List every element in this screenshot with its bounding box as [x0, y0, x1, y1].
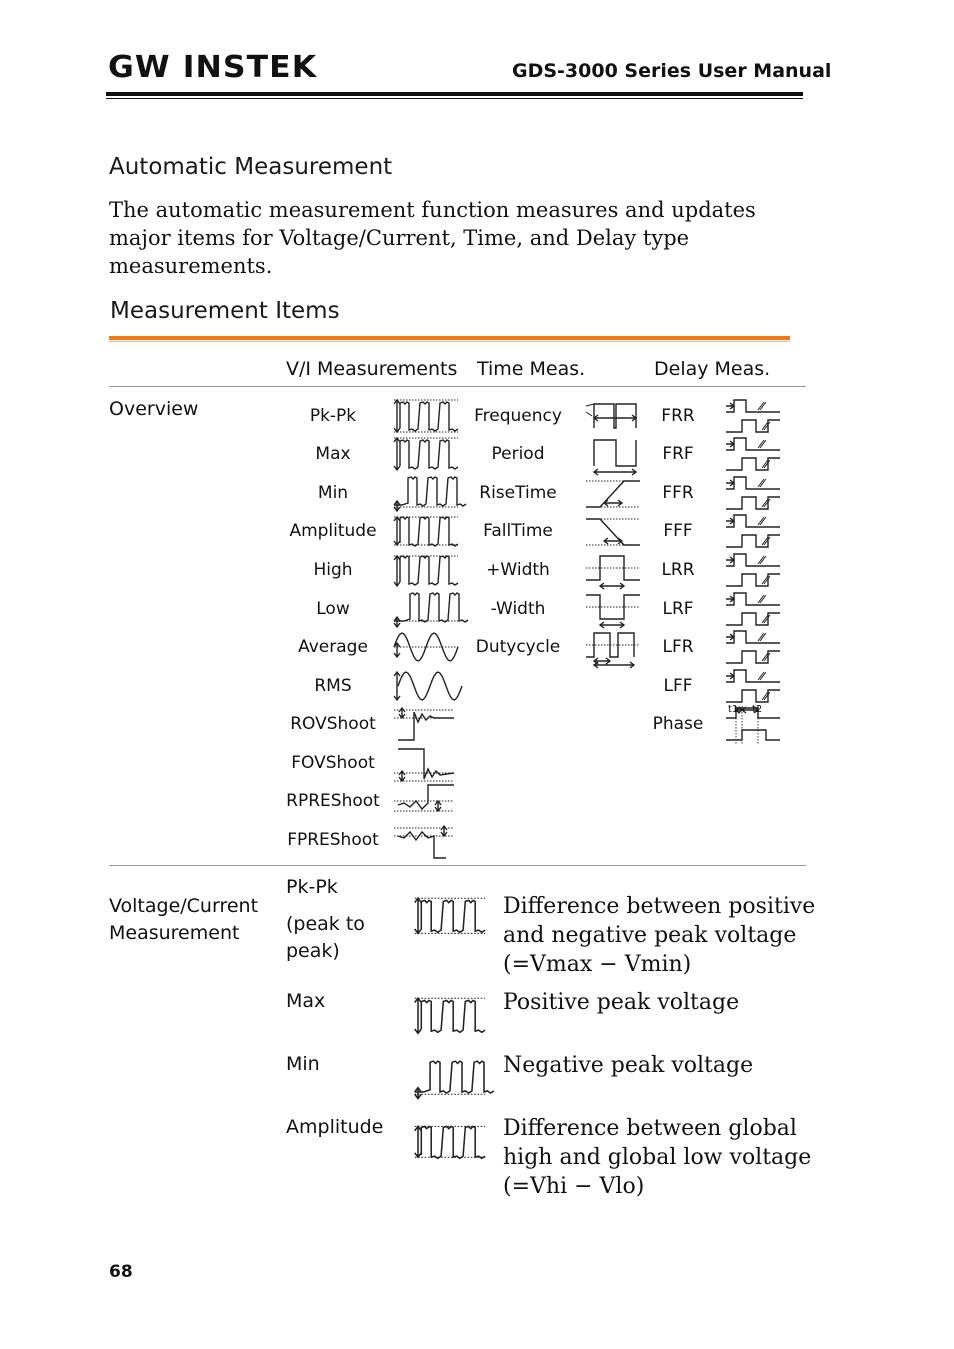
- vc-row-description: high and global low voltage: [503, 1145, 812, 1170]
- vc-row-description: Positive peak voltage: [503, 990, 740, 1015]
- overview-vi-label-high: High: [313, 560, 353, 580]
- waveform--width-icon: [582, 591, 642, 631]
- section-accent-bar-thin: [109, 341, 790, 342]
- overview-delay-label-frr: FRR: [661, 406, 695, 426]
- vc-row-description: Difference between global: [503, 1116, 797, 1141]
- overview-time-label--width: -Width: [490, 599, 546, 619]
- waveform-lrr-icon: [722, 550, 784, 592]
- vc-row-name: Amplitude: [286, 1116, 384, 1138]
- overview-time-label-risetime: RiseTime: [479, 483, 557, 503]
- overview-delay-label-lff: LFF: [663, 676, 693, 696]
- overview-time-label-period: Period: [491, 444, 545, 464]
- max-icon: [410, 996, 492, 1040]
- pk-pk-icon: [410, 896, 492, 940]
- vc-row-name: (peak to: [286, 913, 365, 935]
- phase-t2-label: t2: [752, 704, 763, 715]
- waveform-max-icon: [394, 436, 460, 476]
- waveform-frequency-icon: [582, 398, 642, 438]
- vc-row-description: (=Vhi − Vlo): [503, 1174, 645, 1199]
- overview-label: Overview: [109, 398, 199, 420]
- waveform-rpreshoot-icon: [394, 783, 460, 823]
- overview-vi-label-rovshoot: ROVShoot: [290, 714, 376, 734]
- header-rule: [106, 92, 803, 96]
- overview-vi-label-pk-pk: Pk-Pk: [309, 406, 357, 426]
- waveform--width-icon: [582, 552, 642, 592]
- section-title-measurement-items: Measurement Items: [110, 298, 340, 324]
- waveform-min-icon: [394, 475, 460, 515]
- overview-time-label-falltime: FallTime: [483, 521, 553, 541]
- vc-row-description: Difference between positive: [503, 894, 816, 919]
- waveform-amplitude-icon: [394, 513, 460, 553]
- overview-vi-label-fovshoot: FOVShoot: [291, 753, 375, 773]
- gw-instek-logo: GW INSTEK: [108, 50, 318, 85]
- waveform-frr-icon: [722, 396, 784, 438]
- waveform-dutycycle-icon: [582, 629, 642, 669]
- overview-delay-label-lrf: LRF: [662, 599, 694, 619]
- min-icon: [410, 1059, 492, 1103]
- overview-vi-label-rpreshoot: RPREShoot: [286, 791, 380, 811]
- vc-row-description: and negative peak voltage: [503, 923, 797, 948]
- intro-paragraph: The automatic measurement function measures and updates major items for Voltage/Current, Time, and Delay type measurements.: [109, 198, 756, 278]
- vc-row-name: peak): [286, 940, 340, 962]
- waveform-period-icon: [582, 436, 642, 476]
- table-rule-top: [109, 386, 806, 387]
- vc-row-name: Min: [286, 1053, 320, 1075]
- waveform-fovshoot-icon: [394, 745, 460, 785]
- table-rule-middle: [109, 865, 806, 866]
- section-title-automatic-measurement: Automatic Measurement: [109, 154, 393, 180]
- overview-delay-label-phase: Phase: [652, 714, 704, 734]
- overview-vi-label-max: Max: [315, 444, 351, 464]
- column-header-time: Time Meas.: [477, 358, 586, 380]
- waveform-lrf-icon: [722, 589, 784, 631]
- column-header-delay: Delay Meas.: [654, 358, 771, 380]
- page-number: 68: [109, 1262, 133, 1282]
- vc-row-name: Pk-Pk: [286, 876, 338, 898]
- waveform-average-icon: [394, 629, 460, 669]
- overview-vi-label-rms: RMS: [314, 676, 352, 696]
- amplitude-icon: [410, 1122, 492, 1166]
- waveform-pk-pk-icon: [394, 398, 460, 438]
- waveform-low-icon: [394, 591, 460, 631]
- overview-time-label-dutycycle: Dutycycle: [475, 637, 561, 657]
- waveform-falltime-icon: [582, 513, 642, 553]
- column-header-vi: V/I Measurements: [286, 358, 458, 380]
- overview-delay-label-ffr: FFR: [662, 483, 694, 503]
- overview-delay-label-lfr: LFR: [662, 637, 694, 657]
- waveform-frf-icon: [722, 434, 784, 476]
- overview-time-label-frequency: Frequency: [474, 406, 562, 426]
- overview-vi-label-amplitude: Amplitude: [289, 521, 377, 541]
- overview-delay-label-fff: FFF: [663, 521, 693, 541]
- vc-row-description: Negative peak voltage: [503, 1053, 754, 1078]
- vc-label-line1: Voltage/Current: [109, 895, 259, 917]
- overview-delay-label-frf: FRF: [662, 444, 694, 464]
- overview-vi-label-fpreshoot: FPREShoot: [287, 830, 379, 850]
- overview-time-label--width: +Width: [486, 560, 550, 580]
- waveform-ffr-icon: [722, 473, 784, 515]
- waveform-fpreshoot-icon: [394, 822, 460, 862]
- overview-vi-label-min: Min: [317, 483, 349, 503]
- vc-label-line2: Measurement: [109, 922, 240, 944]
- waveform-fff-icon: [722, 511, 784, 553]
- waveform-lfr-icon: [722, 627, 784, 669]
- overview-vi-label-low: Low: [316, 599, 350, 619]
- waveform-risetime-icon: [582, 475, 642, 515]
- phase-t1-label: t1: [728, 704, 739, 715]
- vc-row-description: (=Vmax − Vmin): [503, 952, 692, 977]
- waveform-lff-icon: [722, 666, 784, 708]
- section-accent-bar: [109, 336, 790, 340]
- header-rule-thin: [106, 98, 803, 99]
- vc-row-name: Max: [286, 990, 326, 1012]
- manual-title: GDS-3000 Series User Manual: [512, 60, 832, 82]
- overview-vi-label-average: Average: [298, 637, 368, 657]
- overview-delay-label-lrr: LRR: [661, 560, 695, 580]
- waveform-high-icon: [394, 552, 460, 592]
- waveform-rms-icon: [394, 668, 460, 708]
- waveform-rovshoot-icon: [394, 706, 460, 746]
